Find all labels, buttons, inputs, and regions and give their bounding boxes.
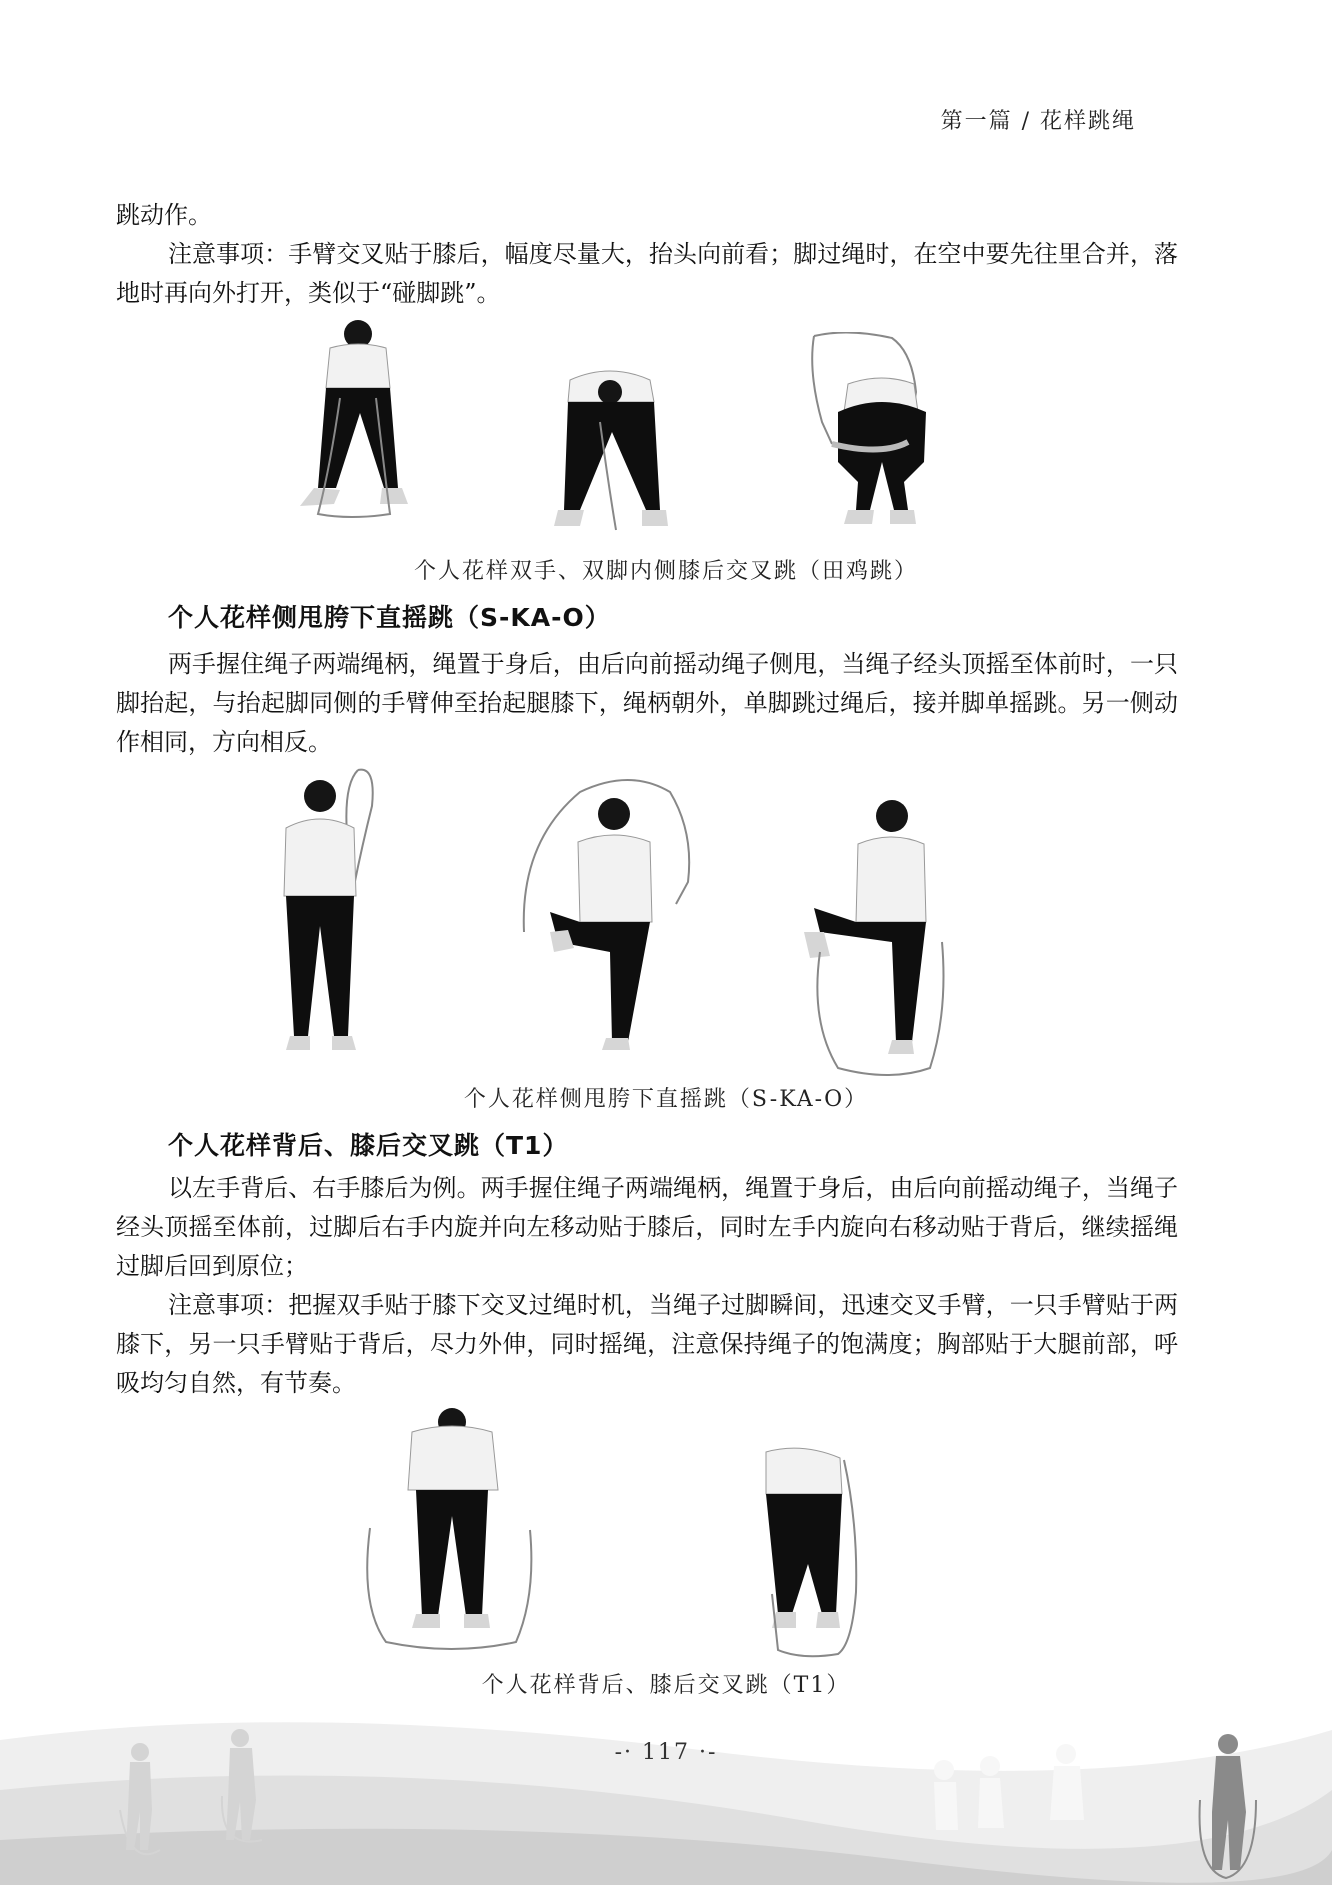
figure-caption-2: 个人花样侧甩胯下直摇跳（S-KA-O） [463,1087,869,1112]
running-header: 第一篇 / 花样跳绳 [940,109,1136,134]
note-paragraph-3: 注意事项：把握双手贴于膝下交叉过绳时机，当绳子过脚瞬间，迅速交叉手臂，一只手臂贴于两膝下，另一只手臂贴于背后，尽力外伸，同时摇绳，注意保持绳子的饱满度；胸部贴于大腿前部，呼吸均匀自然，有节奏。 [116,1291,1178,1397]
section-heading-t1: 个人花样背后、膝后交叉跳（T1） [168,1131,569,1160]
photo-tianji-2 [550,362,670,532]
skao-description: 两手握住绳子两端绳柄，绳置于身后，由后向前摇动绳子侧甩，当绳子经头顶摇至体前时，一只脚抬起，与抬起脚同侧的手臂伸至抬起腿膝下，绳柄朝外，单脚跳过绳后，接并脚单摇跳。另一侧动作相同，方向相反。 [116,650,1178,756]
photo-t1-2 [752,1444,862,1660]
page-number: -· 117 ·- [614,1740,718,1765]
section-heading-skao: 个人花样侧甩胯下直摇跳（S-KA-O） [168,603,611,632]
footer-decoration [0,1700,1332,1885]
figure-caption-3: 个人花样背后、膝后交叉跳（T1） [481,1673,851,1698]
note-paragraph-1: 注意事项：手臂交叉贴于膝后，幅度尽量大，抬头向前看；脚过绳时，在空中要先往里合并，落地时再向外打开，类似于“碰脚跳”。 [116,240,1178,307]
photo-skao-3 [800,792,960,1082]
photo-t1-1 [356,1406,542,1652]
figure-caption-1: 个人花样双手、双脚内侧膝后交叉跳（田鸡跳） [413,559,918,584]
t1-description: 以左手背后、右手膝后为例。两手握住绳子两端绳柄，绳置于身后，由后向前摇动绳子，当绳子经头顶摇至体前，过脚后右手内旋并向左移动贴于膝后，同时左手内旋向右移动贴于背后，继续摇绳过脚后回到原位； [116,1174,1178,1280]
photo-tianji-3 [808,332,956,530]
photo-tianji-1 [290,318,420,530]
photo-skao-2 [510,772,700,1052]
intro-tail-text: 跳动作。 [116,201,212,229]
photo-skao-1 [276,766,406,1062]
